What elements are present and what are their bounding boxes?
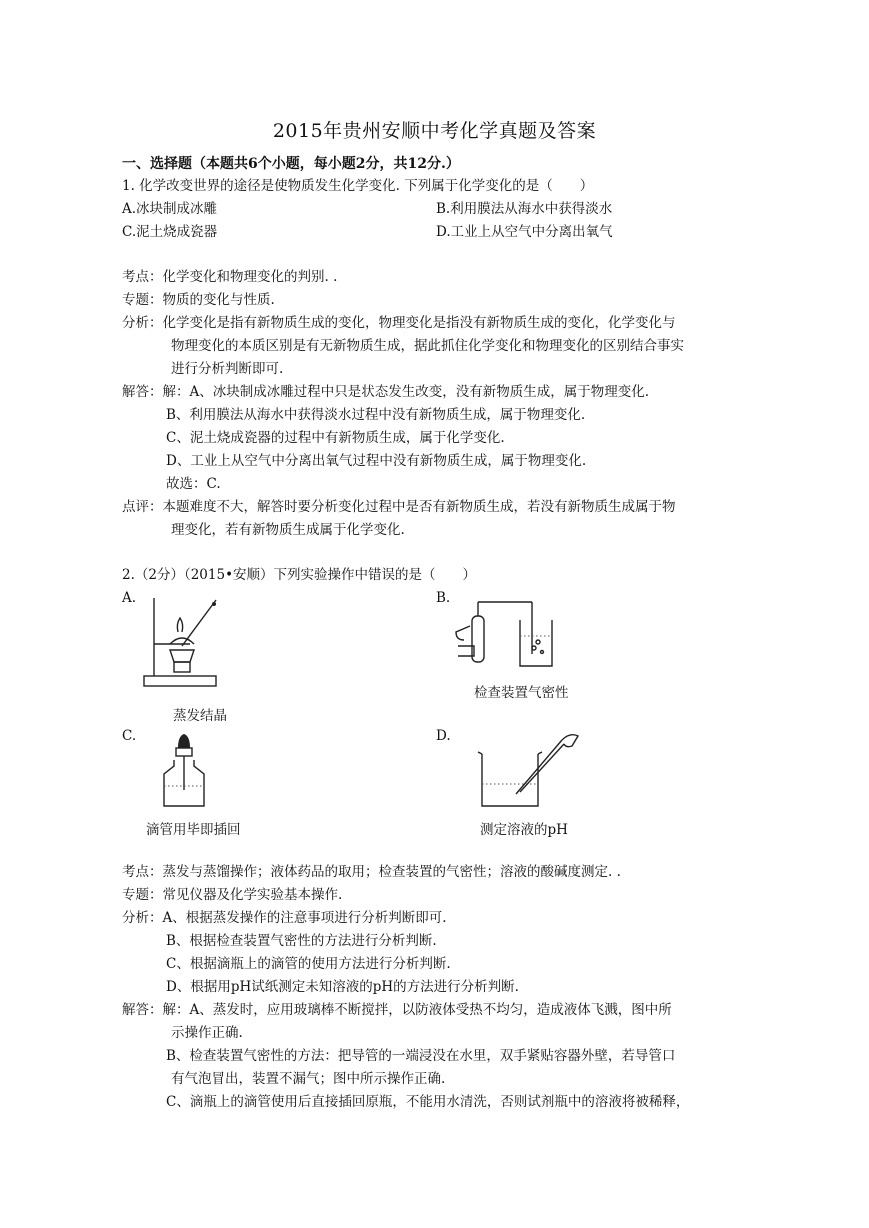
q1-jieda-line: C、泥土烧成瓷器的过程中有新物质生成，属于化学变化. [166,430,505,446]
q2-fenxi-line: D、根据用pH试纸测定未知溶液的pH的方法进行分析判断. [166,979,519,995]
q1-fenxi-line: 进行分析判断即可. [171,361,284,377]
ph-test-figure [476,728,586,812]
q2-jieda-line: 有气泡冒出，装置不漏气；图中所示操作正确. [171,1071,446,1087]
q2-jieda-line: C、滴瓶上的滴管使用后直接插回原瓶，不能用水清洗，否则试剂瓶中的溶液将被稀释， [166,1094,690,1110]
q1-fenxi-line: 物理变化的本质区别是有无新物质生成，据此抓住化学变化和物理变化的区别结合事实 [171,338,684,354]
q2-caption-c: 滴管用毕即插回 [146,822,241,838]
q2-zhuanti: 专题：常见仪器及化学实验基本操作. [122,887,343,903]
q1-option-d: D.工业上从空气中分离出氧气 [436,224,613,240]
airtightness-check-figure [454,596,564,668]
q2-jieda-line: B、检查装置气密性的方法：把导管的一端浸没在水里，双手紧贴容器外壁，若导管口 [166,1048,676,1064]
q1-dianping-line: 点评：本题难度不大，解答时要分析变化过程中是否有新物质生成，若没有新物质生成属于物 [122,499,676,515]
q1-fenxi-line: 分析：化学变化是指有新物质生成的变化，物理变化是指没有新物质生成的变化，化学变化与 [122,315,676,331]
q1-kaodian: 考点：化学变化和物理变化的判别. . [122,269,338,285]
q2-caption-a: 蒸发结晶 [173,708,227,724]
q2-option-c: C. [122,728,137,744]
q2-fenxi-line: C、根据滴瓶上的滴管的使用方法进行分析判断. [166,956,451,972]
q2-fenxi-line: B、根据检查装置气密性的方法进行分析判断. [166,933,437,949]
q1-zhuanti: 专题：物质的变化与性质. [122,292,275,308]
q2-option-b: B. [436,590,451,606]
page-title: 2015年贵州安顺中考化学真题及答案 [272,120,597,142]
q2-jieda-line: 示操作正确. [171,1025,243,1041]
q2-fenxi-line: 分析：A、根据蒸发操作的注意事项进行分析判断即可. [122,910,447,926]
q1-option-b: B.利用膜法从海水中获得淡水 [436,201,613,217]
q2-caption-d: 测定溶液的pH [480,822,568,838]
q1-stem: 1. 化学改变世界的途径是使物质发生化学变化. 下列属于化学变化的是（ ） [122,178,594,194]
evaporation-apparatus-figure [140,592,220,692]
q2-caption-b: 检查装置气密性 [474,685,569,701]
q1-jieda-line: D、工业上从空气中分离出氧气过程中没有新物质生成，属于物理变化. [166,453,587,469]
q2-stem: 2.（2分）（2015•安顺）下列实验操作中错误的是（ ） [122,567,477,583]
q2-jieda-line: 解答：解：A、蒸发时，应用玻璃棒不断搅拌，以防液体受热不均匀，造成液体飞溅，图中所 [122,1002,672,1018]
dropper-bottle-figure [158,730,210,810]
q1-jieda-line: B、利用膜法从海水中获得淡水过程中没有新物质生成，属于物理变化. [166,407,586,423]
q2-option-d: D. [436,728,451,744]
section-heading: 一、选择题（本题共6个小题，每小题2分，共12分.） [122,156,460,172]
q1-jieda-line: 解答：解：A、冰块制成冰雕过程中只是状态发生改变，没有新物质生成，属于物理变化. [122,384,650,400]
q1-dianping-line: 理变化，若有新物质生成属于化学变化. [171,522,405,538]
q1-jieda-line: 故选：C. [166,476,221,492]
q1-option-c: C.泥土烧成瓷器 [122,224,218,240]
q2-option-a: A. [122,590,137,606]
q2-kaodian: 考点：蒸发与蒸馏操作；液体药品的取用；检查装置的气密性；溶液的酸碱度测定. . [122,864,621,880]
q1-option-a: A.冰块制成冰雕 [122,201,218,217]
